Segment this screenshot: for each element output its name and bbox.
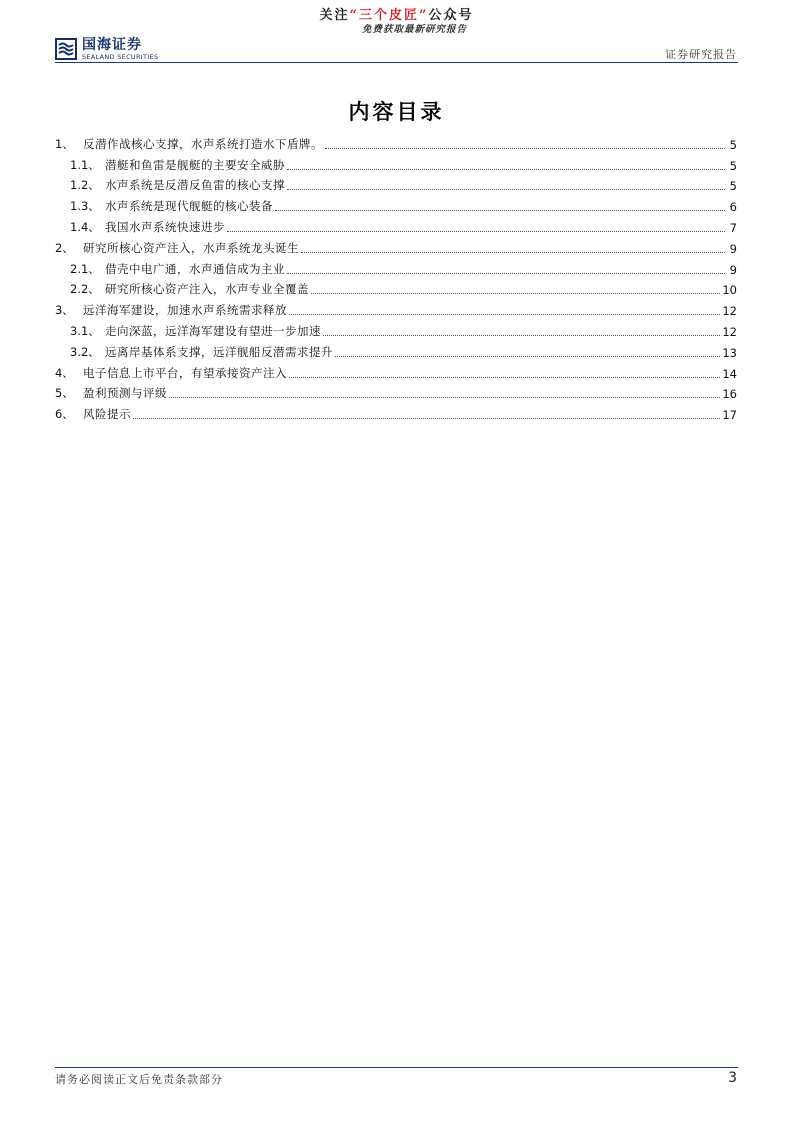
toc-entry-number: 1.4、 xyxy=(70,219,100,234)
toc-entry[interactable] xyxy=(55,152,737,173)
toc-dot-leader xyxy=(287,189,725,190)
banner-post: 公众号 xyxy=(428,8,474,23)
company-logo xyxy=(55,36,158,62)
header-divider xyxy=(55,62,738,63)
toc-entry-page: 7 xyxy=(729,220,737,235)
toc-dot-leader xyxy=(323,335,720,336)
report-type-label: 证券研究报告 xyxy=(665,48,737,61)
toc-title: 内容目录 xyxy=(348,100,445,124)
toc-entry[interactable] xyxy=(55,131,737,152)
toc-entry-label: 盈利预测与评级 xyxy=(83,386,167,401)
toc-entry-page: 6 xyxy=(729,200,737,215)
toc-entry[interactable] xyxy=(55,297,737,318)
toc-entry[interactable] xyxy=(55,401,737,422)
toc-dot-leader xyxy=(301,252,725,253)
toc-entry-number: 1、 xyxy=(55,136,74,151)
toc-entry-label: 研究所核心资产注入，水声专业全覆盖 xyxy=(105,282,309,297)
toc-entry-label: 风险提示 xyxy=(83,407,131,422)
toc-entry-number: 2、 xyxy=(55,240,74,255)
toc-dot-leader xyxy=(289,377,720,378)
page-number: 3 xyxy=(728,1070,737,1086)
toc-entry[interactable] xyxy=(55,339,737,360)
toc-entry-number: 1.1、 xyxy=(70,157,100,172)
toc-dot-leader xyxy=(133,418,720,419)
toc-entry-page: 9 xyxy=(729,262,737,277)
toc-dot-leader xyxy=(311,293,720,294)
toc-entry-label: 水声系统是现代舰艇的核心装备 xyxy=(105,199,273,214)
toc-entry-label: 潜艇和鱼雷是舰艇的主要安全威胁 xyxy=(105,157,285,172)
table-of-contents xyxy=(55,131,737,422)
toc-entry-number: 2.2、 xyxy=(70,282,100,297)
banner-subline: 免费获取最新研究报告 xyxy=(362,24,468,35)
toc-dot-leader xyxy=(169,397,720,398)
toc-entry-page: 5 xyxy=(729,158,737,173)
toc-entry[interactable] xyxy=(55,381,737,402)
toc-entry-page: 9 xyxy=(729,241,737,256)
toc-entry-number: 3.2、 xyxy=(70,344,100,359)
toc-entry-number: 4、 xyxy=(55,365,74,380)
toc-dot-leader xyxy=(287,273,725,274)
footer-divider xyxy=(55,1067,738,1068)
toc-dot-leader xyxy=(289,314,720,315)
toc-entry[interactable] xyxy=(55,277,737,298)
toc-entry[interactable] xyxy=(55,193,737,214)
toc-entry-label: 借壳中电广通，水声通信成为主业 xyxy=(105,261,285,276)
toc-entry-label: 水声系统是反潜反鱼雷的核心支撑 xyxy=(105,178,285,193)
toc-entry-number: 3、 xyxy=(55,303,74,318)
banner-quote: “三个皮匠” xyxy=(349,8,429,23)
toc-entry[interactable] xyxy=(55,235,737,256)
toc-entry-page: 16 xyxy=(722,387,737,402)
toc-entry[interactable] xyxy=(55,360,737,381)
toc-dot-leader xyxy=(275,210,725,211)
toc-entry-number: 2.1、 xyxy=(70,261,100,276)
toc-entry-number: 3.1、 xyxy=(70,323,100,338)
footer-disclaimer: 请务必阅读正文后免责条款部分 xyxy=(55,1073,223,1086)
toc-entry-label: 远洋海军建设，加速水声系统需求释放 xyxy=(83,303,287,318)
toc-entry-label: 走向深蓝，远洋海军建设有望进一步加速 xyxy=(105,323,321,338)
toc-entry-page: 5 xyxy=(729,137,737,152)
toc-entry-label: 远离岸基体系支撑，远洋舰船反潜需求提升 xyxy=(105,344,333,359)
logo-name-en: SEALAND SECURITIES xyxy=(82,52,159,61)
toc-entry-page: 12 xyxy=(722,324,737,339)
toc-entry-number: 5、 xyxy=(55,386,74,401)
toc-dot-leader xyxy=(227,231,725,232)
toc-entry-page: 12 xyxy=(722,304,737,319)
toc-entry-page: 13 xyxy=(722,345,737,360)
toc-entry-page: 5 xyxy=(729,179,737,194)
toc-dot-leader xyxy=(287,169,725,170)
toc-entry-number: 1.3、 xyxy=(70,199,100,214)
toc-entry[interactable] xyxy=(55,173,737,194)
logo-name-cn: 国海证券 xyxy=(82,36,142,53)
toc-entry-label: 我国水声系统快速进步 xyxy=(105,219,225,234)
toc-entry[interactable] xyxy=(55,214,737,235)
toc-entry-page: 17 xyxy=(722,408,737,423)
toc-entry-page: 14 xyxy=(722,366,737,381)
banner-pre: 关注 xyxy=(319,8,350,23)
sealand-logo-icon xyxy=(55,38,77,60)
toc-entry[interactable] xyxy=(55,318,737,339)
toc-entry-number: 1.2、 xyxy=(70,178,100,193)
toc-entry-label: 电子信息上市平台，有望承接资产注入 xyxy=(83,365,287,380)
toc-entry-label: 研究所核心资产注入，水声系统龙头诞生 xyxy=(83,240,299,255)
toc-entry[interactable] xyxy=(55,256,737,277)
toc-entry-page: 10 xyxy=(722,283,737,298)
toc-entry-label: 反潜作战核心支撑，水声系统打造水下盾牌。 xyxy=(83,136,323,151)
toc-dot-leader xyxy=(335,356,720,357)
toc-dot-leader xyxy=(325,148,725,149)
toc-entry-number: 6、 xyxy=(55,407,74,422)
